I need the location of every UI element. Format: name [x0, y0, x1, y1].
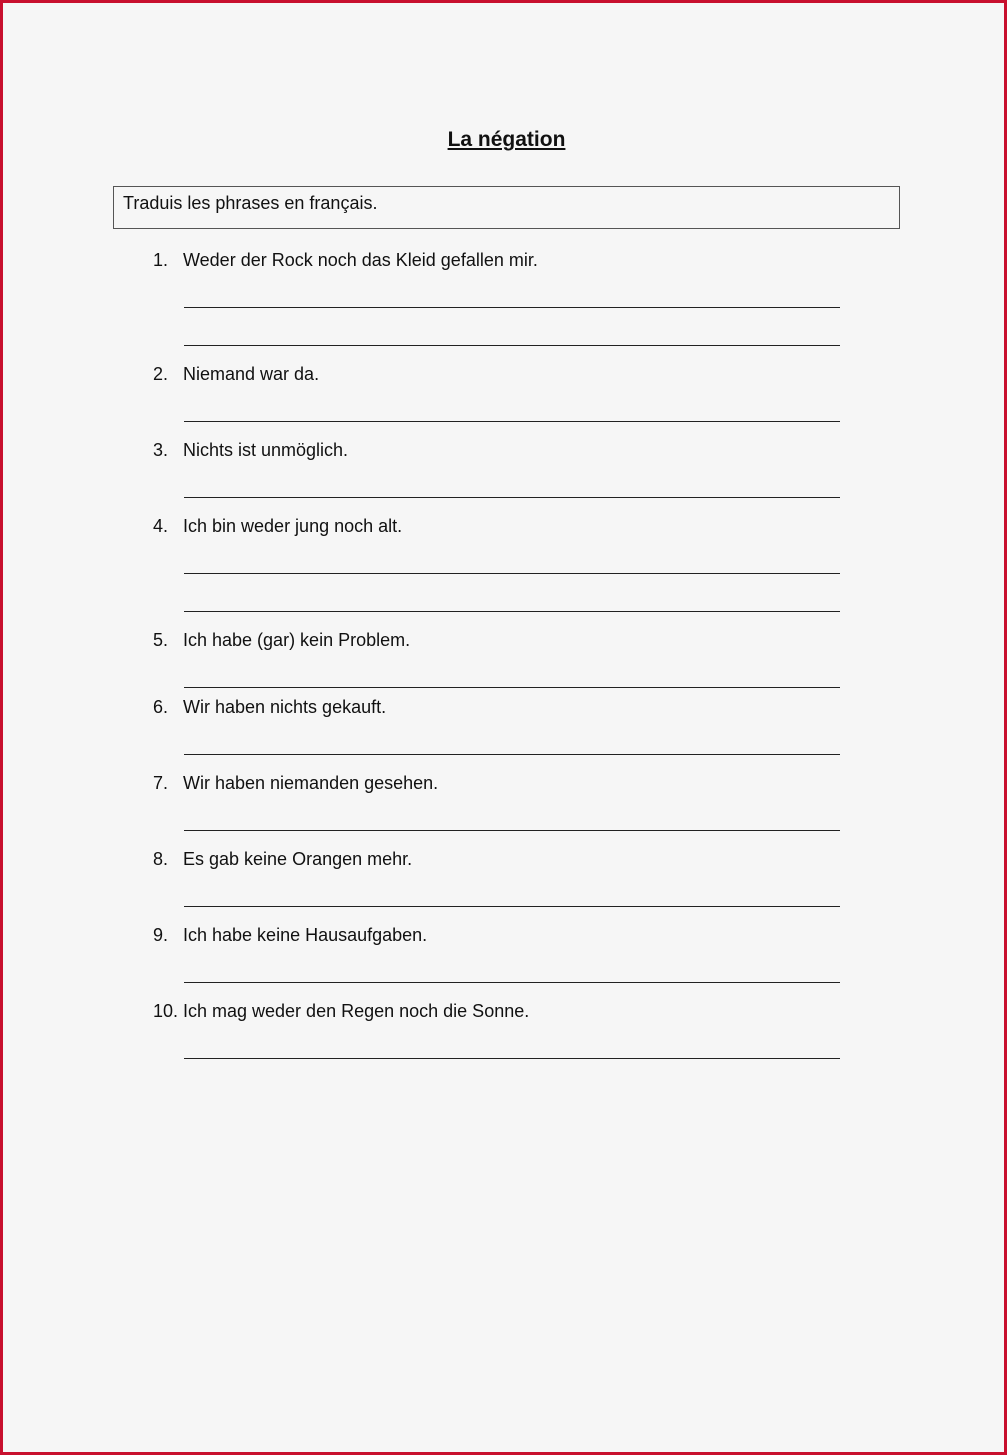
- item-number: 6.: [153, 697, 169, 717]
- answer-line[interactable]: [184, 906, 840, 907]
- exercise-item: [153, 772, 438, 794]
- item-sentence: Nichts ist unmöglich.: [183, 440, 349, 460]
- item-number: 4.: [153, 516, 169, 536]
- answer-line[interactable]: [184, 497, 840, 498]
- answer-line[interactable]: [184, 611, 840, 612]
- answer-line[interactable]: [184, 345, 840, 346]
- answer-line[interactable]: [184, 421, 840, 422]
- instruction-text: Traduis les phrases en français.: [123, 193, 378, 213]
- exercise-item: [153, 1000, 529, 1022]
- exercise-item: [153, 696, 386, 718]
- item-number: 9.: [153, 925, 169, 945]
- item-sentence: Wir haben niemanden gesehen.: [183, 773, 439, 793]
- item-sentence: Ich mag weder den Regen noch die Sonne.: [183, 1001, 530, 1021]
- answer-line[interactable]: [184, 573, 840, 574]
- page-title: La négation: [447, 128, 566, 151]
- item-number: 7.: [153, 773, 169, 793]
- item-number: 3.: [153, 440, 169, 460]
- instruction-box: [113, 186, 900, 229]
- exercise-item: [153, 439, 348, 461]
- item-sentence: Ich bin weder jung noch alt.: [183, 516, 403, 536]
- exercise-item: [153, 629, 410, 651]
- item-sentence: Weder der Rock noch das Kleid gefallen mir.: [183, 250, 538, 270]
- exercise-item: [153, 363, 319, 385]
- answer-line[interactable]: [184, 1058, 840, 1059]
- exercise-item: [153, 848, 412, 870]
- answer-line[interactable]: [184, 687, 840, 688]
- answer-line[interactable]: [184, 307, 840, 308]
- item-sentence: Ich habe (gar) kein Problem.: [183, 630, 411, 650]
- item-number: 2.: [153, 364, 169, 384]
- item-sentence: Ich habe keine Hausaufgaben.: [183, 925, 428, 945]
- answer-line[interactable]: [184, 830, 840, 831]
- item-sentence: Niemand war da.: [183, 364, 320, 384]
- exercise-item: [153, 249, 538, 271]
- item-number: 5.: [153, 630, 169, 650]
- item-number: 10.: [153, 1001, 179, 1021]
- exercise-item: [153, 515, 402, 537]
- item-sentence: Es gab keine Orangen mehr.: [183, 849, 413, 869]
- exercise-item: [153, 924, 427, 946]
- item-sentence: Wir haben nichts gekauft.: [183, 697, 387, 717]
- answer-line[interactable]: [184, 982, 840, 983]
- item-number: 8.: [153, 849, 169, 869]
- item-number: 1.: [153, 250, 169, 270]
- answer-line[interactable]: [184, 754, 840, 755]
